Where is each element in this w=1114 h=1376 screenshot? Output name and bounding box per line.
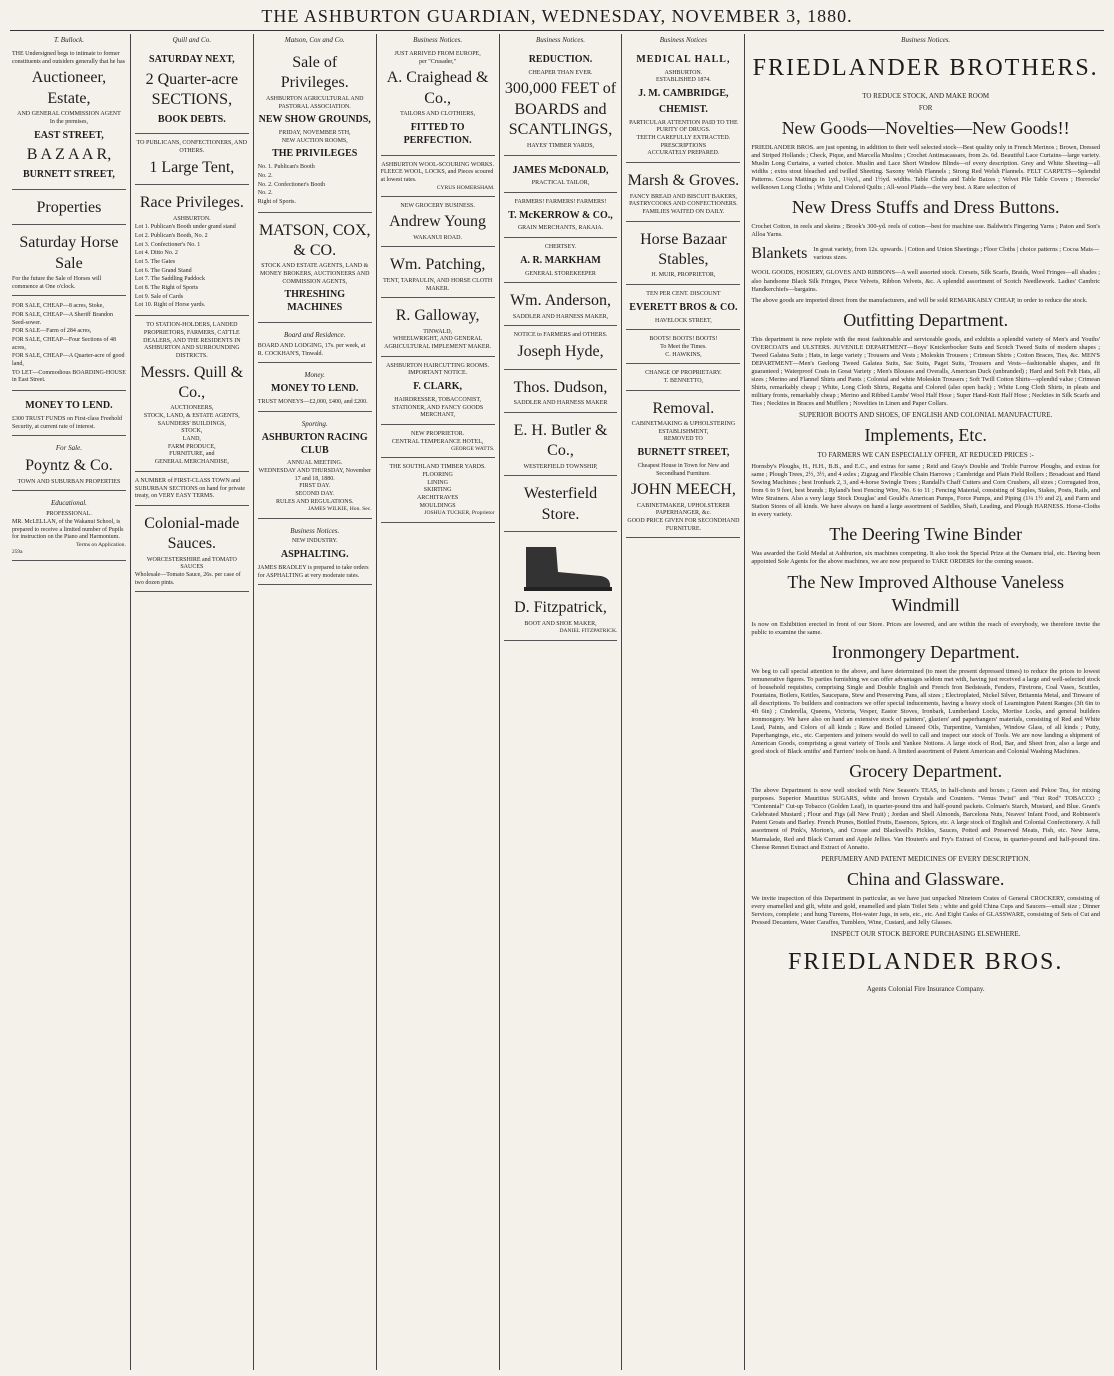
fancy: FANCY BREAD AND BISCUIT BAKERS, xyxy=(629,193,737,200)
auction-title: Auctioneer, Estate, xyxy=(31,69,107,107)
wool-ad xyxy=(381,159,495,197)
book-debts: BOOK DEBTS. xyxy=(157,113,226,125)
blankets-desc: In great variety, from 12s. upwards. | Cotton and Union Sheetings ; Floor Cloths | choice patterns ; Cocoa Mats—various sizes. xyxy=(813,246,1100,262)
imported: The above goods are imported direct from the manufacturers, and will be sold REMARKABLY CHEAP, in order to reduce the stock. xyxy=(751,296,1088,304)
stock-1: STOCK, xyxy=(181,428,203,435)
saturday-note: For the future the Sale of Horses will commence at One o'clock. xyxy=(12,276,102,290)
show-grounds: NEW SHOW GROUNDS, xyxy=(258,114,371,126)
timber-yards xyxy=(504,48,618,156)
ironmongery: Ironmongery Department. xyxy=(831,641,1020,662)
flooring-2: LINING xyxy=(427,479,448,486)
craighead: A. Craighead & Co., xyxy=(386,69,489,107)
proprietor: NEW PROPRIETOR. xyxy=(411,430,465,437)
practical: PRACTICAL TAILOR, xyxy=(531,180,590,187)
firstclass: A NUMBER of FIRST-CLASS TOWN and SUBURBAN SECTIONS on hand for private treaty, on VERY EASY TERMS. xyxy=(134,477,246,500)
quill-ad-2 xyxy=(135,137,249,185)
board-ad xyxy=(258,326,372,363)
lot-item: Lot 1. Publican's Booth under grand stand xyxy=(134,224,236,231)
privileges-title: THE PRIVILEGES xyxy=(272,148,358,160)
racing-ad xyxy=(258,415,372,519)
column-1-head: T. Bullock. xyxy=(53,36,84,44)
wilkie: JAMES WILKIE, Hon. Sec. xyxy=(308,506,372,513)
grocery-text: The above Department is now well stocked with New Season's TEAS, in half-chests and boxes ; Green and Pekoe Tea, for mixing purposes. Superior Mauritius SUGARS, white and brown Crystals and Counters. "Venus Twist" and "Nut Rod" TOBACCO ; "Centennial" Cut-up Tobacco (Golden Leaf), in quarter-pound tins and half-pound packets. Colman's Starch, Mustard, and Blue. Grant's Celebrated Mustard ; Flour and Figs (all New Fruit) ; Jordan and Shell Almonds, Barcelona Nuts, Neaves' Infant Food, and Robinson's Patent Groats and Barley. French Prunes, Bottled Fruits, Essences, Spices, etc. A large stock of English and Colonial Confectionery. A full assortment of Pink's, Morton's, and Crosse and Blackwell's Pickles, Sauces, Potted and Preserved Meats, Fish, etc. New Jams, Marmalade, Red and Black Currant and Apple Jellies. Van Houten's and Fry's Extract of Cocoa, in quarter-pound and half-pound tins. Cheese Rennet Extract and Extract of Annatto. xyxy=(751,787,1101,851)
prescriptions: PRESCRIPTIONS xyxy=(660,142,707,149)
saunders: STOCK, LAND, & ESTATE AGENTS, SAUNDERS' BUILDINGS, xyxy=(143,413,240,427)
perfumery: PERFUMERY AND PATENT MEDICINES OF EVERY DESCRIPTION. xyxy=(821,854,1031,863)
money-ad xyxy=(12,394,126,436)
sale-privileges: Sale of Privileges. xyxy=(280,53,349,92)
annual-meeting: ANNUAL MEETING. xyxy=(287,460,343,467)
burnett-street: BURNETT STREET, xyxy=(23,168,115,180)
removed: REMOVED TO xyxy=(663,436,703,443)
clark: F. CLARK, xyxy=(413,381,463,393)
andrew: Andrew Young xyxy=(389,213,487,231)
educational-head: Educational. xyxy=(50,499,87,508)
dudson: Thos. Dudson, xyxy=(513,378,608,396)
cyrus: CYRUS HOMERSHAM. xyxy=(436,184,495,191)
column-6 xyxy=(622,34,745,1370)
dress-stuffs: New Dress Stuffs and Dress Buttons. xyxy=(791,196,1060,217)
notice: NOTICE to FARMERS and OTHERS. xyxy=(513,332,608,339)
sauces-ad xyxy=(135,509,249,593)
first-day: FIRST DAY. xyxy=(299,483,331,490)
auction-sub: AND GENERAL COMMISSION AGENT xyxy=(17,111,121,118)
dudson-ad xyxy=(504,373,618,413)
auction-place: In the premises, xyxy=(49,118,89,125)
deering-text: Was awarded the Gold Medal at Ashburton, six machines competing. It also took the Special Prize at the Oamaru trial, etc. Having been appointed Sole Agents for the above machines, we are now prepared to TAKE ORDERS for the coming season. xyxy=(751,550,1101,566)
hawkins: C. HAWKINS, xyxy=(665,351,702,358)
est: ESTABLISHED 1874. xyxy=(655,77,711,84)
firstclass-ad xyxy=(135,475,249,506)
wheelwright: WHEELWRIGHT, AND GENERAL AGRICULTURAL IMPLEMENT MAKER. xyxy=(384,336,492,351)
stock-2: LAND, xyxy=(182,436,201,443)
removal: Removal. xyxy=(652,399,715,417)
bennetto: T. BENNETTO, xyxy=(663,377,704,384)
cheapest: Cheapest House in Town for New and Secondhand Furniture. xyxy=(637,462,730,477)
timber: THE SOUTHLAND TIMBER YARDS. xyxy=(389,464,486,471)
woolscour: ASHBURTON WOOL-SCOURING WORKS. xyxy=(381,161,495,168)
families: FAMILIES WAITED ON DAILY. xyxy=(642,208,725,215)
important: IMPORTANT NOTICE. xyxy=(408,370,468,377)
feet: 300,000 FEET of BOARDS and SCANTLINGS, xyxy=(504,80,617,139)
business-head-3: Business Notices. xyxy=(290,526,340,535)
tinwald: TINWALD, xyxy=(423,328,453,335)
priv-item: No. 2. xyxy=(257,172,273,179)
trust: TRUST MONEYS—£2,000, £400, and £200. xyxy=(257,399,368,406)
furniture: GOOD PRICE GIVEN FOR SECONDHAND FURNITURE. xyxy=(627,518,740,532)
china-text: We invite inspection of this Department in particular, as we have just unpacked Nineteen Crates of General CROCKERY, consisting of every enamelled and gilt, white and gold, enamelled and plain Toilet Sets ; white and gold China Cups and Saucers—small size ; Dinner Services, complete ; and hung Tureens, Hot-water Jugs, in sets, etc., etc. And Eight Casks of GLASSWARE, consisting of Sets of Cut and Pressed Decanters, Water Caraffes, Tumblers, Wine, Custard, and Jelly Glasses. xyxy=(751,894,1101,926)
second-day: SECOND DAY. xyxy=(295,491,335,498)
discount: TEN PER CENT. DISCOUNT xyxy=(646,291,721,298)
threshing: THRESHING MACHINES xyxy=(284,289,346,314)
blankets: Blankets xyxy=(751,245,808,263)
daniel: DANIEL FITZPATRICK. xyxy=(559,628,618,635)
poyntz-title: Poyntz & Co. xyxy=(25,457,113,475)
accurately: ACCURATELY PREPARED. xyxy=(647,150,720,157)
cabinet: CABINETMAKING & UPHOLSTERING ESTABLISHMENT, xyxy=(631,421,736,435)
column-4 xyxy=(377,34,500,1370)
poyntz-ad xyxy=(12,439,126,491)
tucker: JOSHUA TUCKER, Proprietor xyxy=(424,510,495,517)
mclellan: MR. McLELLAN, of the Wakanui School, is prepared to receive a limited number of Pupils for instruction on the Piano and Harmonium. xyxy=(12,518,124,541)
money-head: MONEY TO LEND. xyxy=(25,400,113,412)
tailors: TAILORS AND CLOTHIERS, xyxy=(400,111,476,118)
agents: Agents Colonial Fire Insurance Company. xyxy=(866,985,985,994)
removal-ad xyxy=(626,394,740,539)
assoc: ASHBURTON AGRICULTURAL AND PASTORAL ASSOCIATION. xyxy=(266,95,364,110)
hyde: Joseph Hyde, xyxy=(517,343,604,361)
farmers-ad xyxy=(504,196,618,238)
auctioneers: AUCTIONEERS, xyxy=(170,405,214,412)
column-1 xyxy=(8,34,131,1370)
superior: SUPERIOR BOOTS AND SHOES, OF ENGLISH AND COLONIAL MANUFACTURE. xyxy=(799,411,1053,420)
grain: GRAIN MERCHANTS, RAKAIA. xyxy=(517,225,604,232)
storekeeper: GENERAL STOREKEEPER xyxy=(525,270,596,277)
wool: WOOL GOODS, HOSIERY, GLOVES AND RIBBONS—A well assorted stock. Corsets, Silk Scarfs, Braids, Wool Fringes—all shades ; also handsome Black Silk Fringes, Piece Velvets, Ribbon Velvets, &c. A splendid assortment of Scotch Needlework. Ladies' Cambric Handkerchiefs—bargains. xyxy=(751,269,1101,293)
masthead-rule xyxy=(10,30,1104,31)
lot-item: Lot 9. Sale of Cards xyxy=(134,293,184,300)
fitzpatrick: D. Fitzpatrick, xyxy=(514,599,607,617)
burnett: BURNETT STREET, xyxy=(637,447,730,459)
money-ad-3 xyxy=(258,366,372,411)
muir: H. MUIR, PROPRIETOR, xyxy=(651,272,716,279)
galloway-ad xyxy=(381,301,495,356)
lot-item: Lot 7. The Saddling Paddock xyxy=(134,276,205,283)
chertsey-ad xyxy=(504,241,618,283)
boots-ad xyxy=(626,333,740,364)
china: China and Glassware. xyxy=(846,868,1005,889)
wide-head: Business Notices. xyxy=(901,36,951,44)
rules: RULES AND REGULATIONS. xyxy=(275,498,354,505)
column-3-head: Matson, Cox and Co. xyxy=(284,36,345,44)
column-6-head: Business Notices xyxy=(659,36,708,44)
town-props: TOWN AND SUBURBAN PROPERTIES xyxy=(17,478,121,485)
flooring-4: ARCHITRAVES xyxy=(417,495,459,502)
column-2-head: Quill and Co. xyxy=(172,36,211,44)
marsh-ad xyxy=(626,166,740,221)
galloway: R. Galloway, xyxy=(395,307,480,325)
crochet: Crochet Cotton, in reels and skeins ; Brook's 300-yd. reels of cotton—best for machine use. Baldwin's Fingering Yarns ; Paton and Son's Alloa Yarns. xyxy=(751,222,1101,238)
implements: Implements, Etc. xyxy=(864,425,987,446)
professional: PROFESSIONAL. xyxy=(46,511,92,518)
pastry: PASTRYCOOKS AND CONFECTIONERS. xyxy=(629,201,738,208)
stock-3: FARM PRODUCE, xyxy=(168,443,216,450)
everett-ad xyxy=(626,288,740,330)
outfitting-text: This department is now replete with the most fashionable and serviceable goods, and exhibits a splendid variety of Men's and Youths' OVERCOATS and ULSTERS. JUVENILE DEPARTMENT—Boys' Knickerbocker Suits and Scotch Tweed Suits of modern shapes ; Tweed Galatea Suits ; Hats, in large variety ; Trousers and Vests ; Moleskin Trousers ; Crimean Shirts ; Cotton Braces, Ties, &c. MEN'S DEPARTMENT—Men's Geelong Tweed Galatea Suits, Sac Suits, Paget Suits, Trousers and Vests—fashionable shapes, and fit guaranteed ; Waterproof Coats in Great Variety ; Men's Blouses and Overalls, American Duck (unbranded) ; Hard and Soft Felt Hats, all sizes ; Merino and Flannel Shirts and Pants ; Colonial and white Moleskin Trousers ; Soft Twill Cotton Shirts—splendid value ; Crimean Shirts, remarkably cheap ; White, Long Cloth Shirts, Regatta and Colored (also open back) ; White Long Cloth Shirts, in pleats and military fronts, remarkably cheap ; Merino and Ribbed Lambs' Wool Half Hose ; Super Hand-Knit Half Hose ; Neckties in Silk Scarfs and Ties ; Neckties in Braces and Mufflers ; Novelties in Linen and Paper Collars. xyxy=(751,335,1101,408)
stock-agents: STOCK AND ESTATE AGENTS, LAND & MONEY BROKERS, AUCTIONEERS AND COMMISSION AGENTS, xyxy=(260,263,370,285)
everett: EVERETT BROS & CO. xyxy=(629,301,738,313)
lot-item: Lot 2. Publican's Booth, No. 2 xyxy=(134,233,208,240)
dates: WEDNESDAY AND THURSDAY, November 17 and 18, 1880. xyxy=(258,468,371,482)
implements-text: Hornsby's Ploughs, H., H.H., B.B., and E.C., and extras for same ; Reid and Gray's Double and Treble Furrow Ploughs, and extras for same ; Plough Trees, 2½, 3½, and 4 axles ; Zigzag and Flexible Chain Harrows ; Cambridge and Plain Field Rollers ; Broadcast and Hand Sowing Machines ; best Ironbark 2, 3, and 4-horse Swingle Trees ; Randall's Chaff Cutters and Corn Crushers, all sizes ; Corrugated Iron, from 6 to 9 feet, best brands ; Ryland's best Fencing Wire, No. 6 to 11 ; Fencing Material, consisting of Staples, Stakes, Posts, Rails, and Wire Strainers. Also a very large Stock Douglas' and Gould's American Pumps, Force Pumps, and Piping (1¼ 1½ and 2), and Farm and Station Stores of all kinds. We have always on hand a large assortment of Saddles, Shaft, Leading, and Plough HARNESS. Horse-Cloths in every variety. xyxy=(751,463,1101,519)
column-3 xyxy=(254,34,377,1370)
for-label: FOR xyxy=(918,103,933,112)
money-head-3: Money. xyxy=(304,371,325,380)
reduce: TO REDUCE STOCK, AND MAKE ROOM xyxy=(862,91,990,100)
cheaper: CHEAPER THAN EVER. xyxy=(528,69,593,76)
priv-item: No. 2. xyxy=(257,190,273,197)
horse-ad xyxy=(626,225,740,286)
racing-club: ASHBURTON RACING CLUB xyxy=(261,431,368,456)
cottage-item: TO LET—Commodious BOARDING-HOUSE in East Street. xyxy=(12,369,126,384)
timber-ad xyxy=(381,461,495,522)
board-head: Board and Residence. xyxy=(284,331,346,340)
stationholders: TO STATION-HOLDERS, LANDED PROPRIETORS, FARMERS, CATTLE DEALERS, AND THE RESIDENTS IN ASHBURTON AND SURROUNDING DISTRICTS. xyxy=(143,322,241,359)
fitted: FITTED TO PERFECTION. xyxy=(403,121,472,146)
boot-maker: BOOT AND SHOE MAKER, xyxy=(524,620,597,627)
educational xyxy=(12,494,126,561)
saturday-sale xyxy=(12,228,126,296)
friedlander-title: FRIEDLANDER BROTHERS. xyxy=(752,54,1099,81)
worcester: WORCESTERSHIRE and TOMATO SAUCES xyxy=(146,556,237,571)
ad-number: 259a xyxy=(12,549,23,556)
change-ad xyxy=(626,367,740,390)
mcdonald-ad xyxy=(504,159,618,193)
columns xyxy=(8,34,1106,1370)
lot-item: Lot 6. The Grand Stand xyxy=(134,267,192,274)
properties: Properties xyxy=(36,198,102,216)
race-place: ASHBURTON. xyxy=(172,215,211,222)
westerfield-store: Westerfield Store. xyxy=(523,485,598,523)
fitzpatrick-ad xyxy=(504,535,618,640)
column-5 xyxy=(500,34,623,1370)
column-wide xyxy=(745,34,1106,1370)
auction-ad xyxy=(12,48,126,190)
asphalting-ad xyxy=(258,522,372,586)
bazaar: B A Z A A R, xyxy=(26,146,112,164)
column-5-head: Business Notices. xyxy=(536,36,585,44)
sporting-head: Sporting. xyxy=(301,419,328,428)
privileges-ad xyxy=(258,48,372,213)
marsh: Marsh & Groves. xyxy=(627,172,740,190)
meet: To Meet the Times. xyxy=(660,343,707,350)
column-4-head: Business Notices. xyxy=(413,36,463,44)
mcdonald: JAMES McDONALD, xyxy=(512,164,609,176)
priv-item: Right of Sports. xyxy=(257,198,296,205)
sale-item: FOR SALE, CHEAP—8 acres, Stoke, xyxy=(12,303,104,310)
quill-ad-1 xyxy=(135,48,249,135)
sale-item: FOR SALE, CHEAP—A Quarter-acre of good land, xyxy=(12,353,125,368)
patching-ad xyxy=(381,250,495,298)
money-title-3: MONEY TO LEND. xyxy=(271,383,359,395)
blankets-row xyxy=(751,242,1100,266)
grocery: NEW GROCERY BUSINESS. xyxy=(400,202,475,209)
sale-item: FOR SALE, CHEAP—A Sheriff Brandon Seed-sower. xyxy=(12,312,114,326)
board: BOARD AND LODGING, 17s. per week, at R. COCKHAN'S, Tinwald. xyxy=(257,343,366,357)
farmers: FARMERS! FARMERS! FARMERS! xyxy=(514,198,607,205)
grocery: Grocery Department. xyxy=(849,761,1003,782)
fleece: FLEECE WOOL, LOCKS, and Pieces scoured at lowest rates. xyxy=(380,169,494,183)
priv-item: No. 1. Publican's Booth xyxy=(257,164,315,171)
mckerrow: T. McKERROW & CO., xyxy=(508,209,613,221)
dudson-trade: SADDLER AND HARNESS MAKER xyxy=(513,400,608,406)
lot-item: Lot 3. Confectioner's No. 1 xyxy=(134,241,201,248)
teeth: TEETH CAREFULLY EXTRACTED. xyxy=(636,135,731,142)
anderson-saddler: SADDLER AND HARNESS MAKER, xyxy=(512,313,609,320)
bradley: JAMES BRADLEY is prepared to take orders for ASPHALTING at very moderate rates. xyxy=(257,564,369,579)
rooms: NEW AUCTION ROOMS, xyxy=(281,137,348,144)
boots: BOOTS! BOOTS! BOOTS! xyxy=(649,336,718,343)
properties-ad xyxy=(12,193,126,225)
markham: A. R. MARKHAM xyxy=(520,254,601,266)
for-sale-head: For Sale. xyxy=(55,444,82,453)
anderson-ad xyxy=(504,286,618,326)
sale-item: FOR SALE—Farm of 284 acres, xyxy=(12,328,92,335)
deering: The Deering Twine Binder xyxy=(829,524,1023,545)
auction-intro: THE Undersigned begs to intimate to former constituents and outsiders generally that he has xyxy=(12,50,125,65)
store-ad xyxy=(504,479,618,532)
flooring-1: FLOORING xyxy=(422,472,453,479)
friday: FRIDAY, NOVEMBER 5TH, xyxy=(278,130,351,137)
iron-text: We beg to call special attention to the above, and have determined (to meet the present depressed times) to reduce the prices to lowest remunerative figures. To parties furnishing we can offer advantages seldom met with, having just received a large and well-selected stock of household requisites, comprising Single and Double English and French Iron Bedsteads, Fenders, Fireirons, Coal Vases, Scuttles, Fountains, Boilers, Kettles, Saucepans, Stew and Preserving Pans, all sizes ; Electroplated, Nickel Silver, Britannia Metal, and Tinware of all descriptions. To builders and contractors we offer special inducements, having a heavy stock of Leamington Patent Ranges (3ft 6in to 4ft 6in) ; Cinderella, Queens, Victoria, Vesper, Eastor Stoves, Ironbark, Lumberland Locks, Mortise Locks, and general builders ironmongery. We have also on hand an extensive stock of painters', glaziers' and paperhangers' materials, consisting of Red and White Lead, Paints, and Colors of all kinds ; Raw and Boiled Linseed Oils, Turpentine, Varnishes, Window Glass, of all kinds ; Putty, Paperhangings, etc., etc. Carpenters and joiners would do well to call and inspect our stock of Tools. We are now landing a shipment of American Goods, comprising a great variety of Tools and Yankee Notions. A large stock of Rod, Bar, and Sheet Iron, also a large and good stock of Black smiths' and Farriers' tools on hand. A limited assortment of Patent American and Colonial Washing Machines. xyxy=(751,667,1101,756)
havelock: HAVELOCK STREET, xyxy=(655,317,712,324)
asphalting: ASPHALTING. xyxy=(280,549,349,561)
sale-item: FOR SALE, CHEAP—Four Sections of 48 acres, xyxy=(12,337,117,351)
money-text: £300 TRUST FUNDS on First-class Freehold Security, at current rate of interest. xyxy=(12,415,122,430)
new-industry: NEW INDUSTRY. xyxy=(291,538,338,545)
race-privileges xyxy=(135,188,249,316)
upholsterer: CABINETMAKER, UPHOLSTERER PAPERHANGER, &c. xyxy=(636,502,730,517)
terms: Terms on Application. xyxy=(76,541,126,548)
priv-item: No. 2. Confectioner's Booth xyxy=(257,181,326,188)
hotel-ad xyxy=(381,428,495,459)
stock-4: FURNITURE, and xyxy=(169,451,215,458)
hairdresser: HAIRDRESSER, TOBACCONIST, STATIONER, AND FANCY GOODS MERCHANT, xyxy=(392,396,484,419)
medical-place: ASHBURTON. xyxy=(664,69,703,76)
grocery-ad xyxy=(381,200,495,248)
sections: 2 Quarter-acre SECTIONS, xyxy=(145,70,239,109)
new-goods: New Goods—Novelties—New Goods!! xyxy=(781,117,1070,138)
butler: E. H. Butler & Co., xyxy=(513,421,608,460)
tent-maker: TENT, TARPAULIN, AND HORSE CLOTH MAKER. xyxy=(383,277,493,292)
farmers-offer: TO FARMERS WE CAN ESPECIALLY OFFER, AT REDUCED PRICES :- xyxy=(817,451,1034,460)
craighead-ad xyxy=(381,48,495,156)
meech: JOHN MEECH, xyxy=(630,481,736,499)
flooring-3: SKIRTING xyxy=(423,487,452,494)
chertsey: CHERTSEY. xyxy=(544,244,577,251)
patching: Wm. Patching, xyxy=(389,256,486,274)
reduction: REDUCTION. xyxy=(528,53,593,65)
anderson: Wm. Anderson, xyxy=(510,292,611,310)
column-2 xyxy=(131,34,254,1370)
horse-bazaar: Horse Bazaar Stables, xyxy=(640,230,727,268)
friedlander-bros: FRIEDLANDER BROS. xyxy=(788,948,1064,975)
westerfield: WESTERFIELD TOWNSHIP, xyxy=(523,463,598,470)
lot-item: Lot 10. Right of Horse yards. xyxy=(134,302,206,309)
wakanui: WAKANUI ROAD. xyxy=(413,234,462,241)
matson: MATSON, COX, & CO. xyxy=(258,221,371,259)
cambridge: J. M. CAMBRIDGE, xyxy=(638,88,729,100)
hyde-ad xyxy=(504,329,618,369)
lot-item: Lot 4. Ditto No. 2 xyxy=(134,250,178,257)
saturday-next: SATURDAY NEXT, xyxy=(149,53,235,65)
sales-list xyxy=(12,299,126,391)
change: CHANGE OF PROPRIETARY. xyxy=(645,370,722,377)
arrived: JUST ARRIVED FROM EUROPE, xyxy=(394,50,481,57)
saturday-horse-sale: Saturday Horse Sale xyxy=(19,234,119,272)
lot-item: Lot 8. The Right of Sports xyxy=(134,285,199,292)
lot-item: Lot 5. The Gates xyxy=(134,259,176,266)
quill-auctioneers xyxy=(135,319,249,472)
butler-ad xyxy=(504,416,618,477)
purity: PARTICULAR ATTENTION PAID TO THE PURITY OF DRUGS. xyxy=(629,119,738,134)
boot-illustration xyxy=(506,542,616,594)
medical-hall: MEDICAL HALL, xyxy=(636,53,731,65)
althouse-text: Is now on Exhibition erected in front of our Store. Prices are lowered, and are within the reach of everybody, we therefore invite the public to examine the same. xyxy=(751,620,1101,636)
stock-5: GENERAL MERCHANDISE, xyxy=(154,459,229,466)
hair: ASHBURTON HAIRCUTTING ROOMS. xyxy=(386,362,490,369)
publicans: TO PUBLICANS, CONFECTIONERS, AND OTHERS. xyxy=(136,140,248,155)
flooring-5: MOULDINGS xyxy=(419,502,456,509)
east-street: EAST STREET, xyxy=(34,129,104,141)
wholesale: Wholesale—Tomato Sauce, 26s. per case of two dozen pints. xyxy=(134,572,241,586)
hair-ad xyxy=(381,360,495,425)
inspect: INSPECT OUR STOCK BEFORE PURCHASING ELSEWHERE. xyxy=(830,929,1021,938)
althouse: The New Improved Althouse Vaneless Windmill xyxy=(787,571,1064,615)
colonial-sauces: Colonial-made Sauces. xyxy=(144,514,240,553)
hayes: HAYES' TIMBER YARDS, xyxy=(526,142,595,149)
temperance: CENTRAL TEMPERANCE HOTEL, xyxy=(391,438,484,445)
medical-ad xyxy=(626,48,740,163)
masthead: THE ASHBURTON GUARDIAN, WEDNESDAY, NOVEMBER 3, 1880. xyxy=(261,6,853,26)
race-title: Race Privileges. xyxy=(139,194,244,212)
crusader: per "Crusader," xyxy=(419,58,457,65)
messrs-quill: Messrs. Quill & Co., xyxy=(140,363,244,401)
outfitting: Outfitting Department. xyxy=(843,309,1009,330)
chemist: CHEMIST. xyxy=(658,103,708,115)
watts: GEORGE WATTS. xyxy=(451,446,495,453)
matson-ad xyxy=(258,216,372,324)
intro: FRIEDLANDER BROS. are just opening, in addition to their well selected stock—Best quality only in French Merinos ; Brown, Dressed and Striped Hollands ; Check, Pique, and Marcella Muslins ; Crochet Antimacassars, from 2s. 6d. Beautiful Lace Curtains—large variety. Muslin Long Curtains, a varied choice. Muslin and Lace Short Window Blinds—of every description. Grey and White Sheeting—all widths ; extra stout bleached and twilled Sheeting. Saxony Welsh Flannels ; Strong Red Welsh Flannels. FELT CARPETS—Splendid Patterns. Cocoa Mattings in 1yd., 1¼yd., and 1½yd. widths. Table Cloths and Table Baizes ; Velvet Pile Table Covers ; Horrocks' wellknown Long Cloths ; White and Colored Quilts ; All-wool Plaids—the very best. A Rare selection of xyxy=(751,143,1101,191)
large-tent: 1 Large Tent, xyxy=(149,158,235,176)
